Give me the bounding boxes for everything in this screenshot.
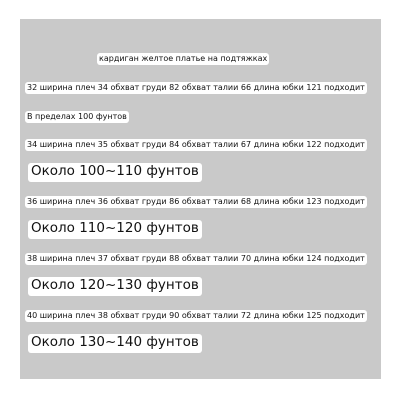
weight-130-140: Около 130~140 фунтов [28,334,202,353]
weight-110-120: Около 110~120 фунтов [28,220,202,239]
size-36-measurements: 36 ширина плеч 36 обхват груди 86 обхват талии 68 длина юбки 123 подходит [27,197,365,206]
weight-within-100: В пределах 100 фунтов [27,112,127,121]
weight-120-130: Около 120~130 фунтов [28,277,202,296]
size-32-measurements: 32 ширина плеч 34 обхват груди 82 обхват талии 66 длина юбки 121 подходит [27,83,365,92]
size-34-measurements: 34 ширина плеч 35 обхват груди 84 обхват талии 67 длина юбки 122 подходит [27,140,365,149]
size-38-measurements: 38 ширина плеч 37 обхват груди 88 обхват талии 70 длина юбки 124 подходит [27,254,365,263]
size-40-measurements: 40 ширина плеч 38 обхват груди 90 обхват талии 72 длина юбки 125 подходит [27,311,365,320]
product-title: кардиган желтое платье на подтяжках [99,54,268,63]
weight-100-110: Около 100~110 фунтов [28,163,202,182]
